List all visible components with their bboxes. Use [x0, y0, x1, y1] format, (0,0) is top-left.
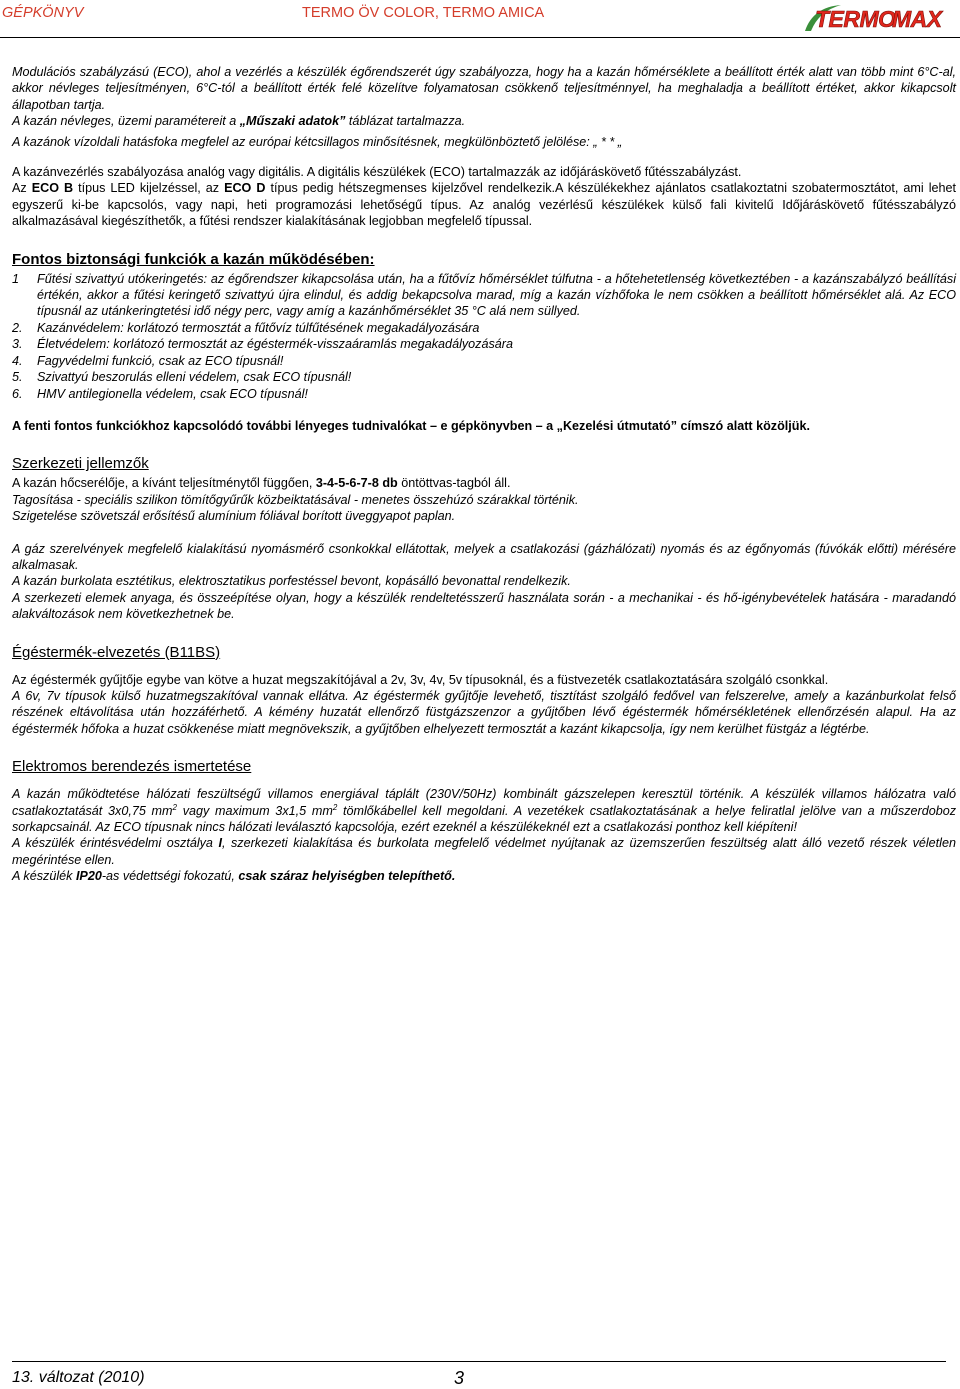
safety-functions-heading: Fontos biztonsági funkciók a kazán működésében: — [12, 250, 375, 268]
structure-heading: Szerkezeti jellemzők — [12, 455, 149, 473]
page-number: 3 — [454, 1368, 465, 1388]
header-manual-label: GÉPKÖNYV — [2, 5, 84, 21]
svg-text:MAX: MAX — [892, 6, 942, 32]
termomax-logo — [797, 1, 957, 33]
structure-line-1: A kazán hőcserélője, a kívánt teljesítménytől függően, 3-4-5-6-7-8 db öntöttvas-tagból áll. — [12, 476, 511, 491]
footer-version: 13. változat (2010) — [12, 1369, 145, 1386]
structure-line-3: Szigetelése szövetszál erősítésű alumínium fóliával borított üveggyapot paplan. — [12, 509, 456, 524]
technical-data-ref: „Műszaki adatok” — [239, 114, 346, 129]
list-item: 6. HMV antilegionella védelem, csak ECO típusnál! — [12, 386, 308, 401]
header-product-title: TERMO ÖV COLOR, TERMO AMICA — [302, 5, 545, 21]
materials-paragraph: A szerkezeti elemek anyaga, és összeépítése olyan, hogy a készülék rendeltetésszerű használata során - a mechanikai - és hő-igénybevételek hatására - maradandó alakváltozások nem következhetnek be. — [12, 590, 956, 622]
flue-paragraph-1: Az égéstermék gyűjtője egybe van kötve a huzat megszakítójával a 2v, 3v, 4v, 5v típusoknál, és a füstvezeték csatlakoztatására szolgáló csonkkal. — [12, 672, 829, 687]
casing-paragraph: A kazán burkolata esztétikus, elektrosztatikus porfestéssel bevont, kopásálló bevonattal rendelkezik. — [12, 574, 571, 589]
electric-paragraph-3: A készülék IP20-as védettségi fokozatú, csak száraz helyiségben telepíthető. — [12, 869, 456, 884]
header-divider — [0, 37, 960, 38]
structure-line-2: Tagosítása - speciális szilikon tömítőgyűrűk közbeiktatásával - menetes összehúzó szárakkal történik. — [12, 492, 579, 507]
list-item: 1 Fűtési szivattyú utókeringetés: az égőrendszer kikapcsolása után, ha a fűtővíz hőmérséklet túlfutna - a hőtehetetlenség következtében - a kazánszabályzó beállítási értékén, akkor a fűtési keringető szivattyú újra elindul, és addig bekapcsolva marad, míg a kazán vízhőfoka le nem csökken a beállított hőmérséklet alá. Az ECO típusnál az utánkeringtetési idő négy perc, vagy amíg a kazánhőmérséklet 35 °C alá nem süllyed. — [12, 271, 956, 319]
list-item: 3. Életvédelem: korlátozó termosztát az égéstermék-visszaáramlás megakadályozására — [12, 337, 513, 352]
efficiency-paragraph: A kazánok vízoldali hatásfoka megfelel az európai kétcsillagos minősítésnek, megkülönböztető jelölése: „ * * „ — [12, 134, 622, 149]
electric-paragraph-2: A készülék érintésvédelmi osztálya I, szerkezeti kialakítása és burkolata megfelelő védelmet nyújtanak az üzemszerűen feszültség alatt álló vezető részek véletlen megérintése ellen. — [12, 836, 956, 867]
flue-heading: Égéstermék-elvezetés (B11BS) — [12, 643, 221, 661]
list-item: 5. Szivattyú beszorulás elleni védelem, csak ECO típusnál! — [12, 370, 352, 385]
page-content — [12, 64, 956, 885]
gas-fittings-paragraph: A gáz szerelvények megfelelő kialakítású nyomásmérő csonkokkal ellátottak, melyek a csatlakozási (gázhálózati) nyomás és az égőnyomás (fúvókák előtti) mérésére alkalmasak. — [12, 541, 956, 572]
page-header — [0, 0, 960, 34]
svg-text:TERMO: TERMO — [815, 6, 896, 32]
safety-functions-list — [12, 271, 956, 402]
page-footer — [12, 1361, 958, 1389]
safety-note: A fenti fontos funkciókhoz kapcsolódó további lényeges tudnivalókat – e gépkönyvben – a „Kezelési útmutató” címszó alatt közöljük. — [12, 418, 810, 433]
electric-heading: Elektromos berendezés ismertetése — [12, 758, 252, 776]
intro-params-line: A kazán névleges, üzemi paramétereit a „Műszaki adatok” táblázat tartalmazza. — [12, 114, 466, 129]
flue-paragraph-2: A 6v, 7v típusok külső huzatmegszakítóval vannak ellátva. Az égéstermék gyűjtője levehető, tisztítást szolgáló fedővel van felszerelve, amely a kazánburkolat felső részének eltávolítása után hozzáférhető. A kémény huzatát ellenőrző füstgázszenzor a gyűjtőben lévő égéstermék hőmérsékletének ellenőrzésén alapul. Ha az égéstermék hőfoka a huzat csökkenése miatt megnövekszik, a gyűjtőben elhelyezett termosztát a kazánt kikapcsolja, így nem kerülhet füstgáz a légtérbe. — [12, 688, 956, 736]
control-paragraph-1: A kazánvezérlés szabályozása analóg vagy digitális. A digitális készülékek (ECO) tartalmazzák az időjáráskövető fűtésszabályzást. — [12, 165, 742, 180]
control-paragraph-2: Az ECO B típus LED kijelzéssel, az ECO D típus pedig hétszegmenses kijelzővel rendelkezik.A készülékekhez ajánlatos csatlakoztatni szobatermosztátot, ami lehet egyszerű ki-be kapcsolós, vagy napi, heti programozási lehetőségű típus. Az analóg vezérlésű készülékek külső fali kivitelű Időjáráskövető fűtésszabályzó alkalmazásával kiegészíthetők, a fűtési rendszer kialakításának legjobban megfelelő típussal. — [12, 181, 957, 229]
footer-divider — [12, 1361, 946, 1362]
list-item: 2. Kazánvédelem: korlátozó termosztát a fűtővíz túlfűtésének megakadályozására — [12, 320, 480, 335]
list-item: 4. Fagyvédelmi funkció, csak az ECO típusnál! — [12, 353, 284, 368]
electric-paragraph-1: A kazán működtetése hálózati feszültségű villamos energiával táplált (230V/50Hz) kombinált gázszelepen keresztül történik. A készülék villamos hálózatra való csatlakoztatását 3x0,75 $mm^2$ vagy maximum 3x1,5 $mm^2$ tömlőkábellel kell megoldani. A vezetékek csatlakoztatásának a helye feliratlal jelölve van a műszerdoboz sorkapcsainál. Az ECO típusnak nincs hálózati leválasztó kapcsolója, ezért ezeknél a készülékeknél ezt a csatlakozási ponthoz kell kiépíteni! — [12, 787, 957, 834]
intro-modulation-paragraph: Modulációs szabályzású (ECO), ahol a vezérlés a készülék égőrendszerét úgy szabályozza, hogy ha a kazán hőmérséklete a beállított érték alatt van több mint 6°C-al, akkor névleges teljesítményen, 6°C-tól a beállított érték felé közelítve folyamatosan csökkenő teljesítménnyel, ha meghaladja a beállított értéket, akkor kikapcsolt állapotban tartja. — [12, 65, 956, 112]
